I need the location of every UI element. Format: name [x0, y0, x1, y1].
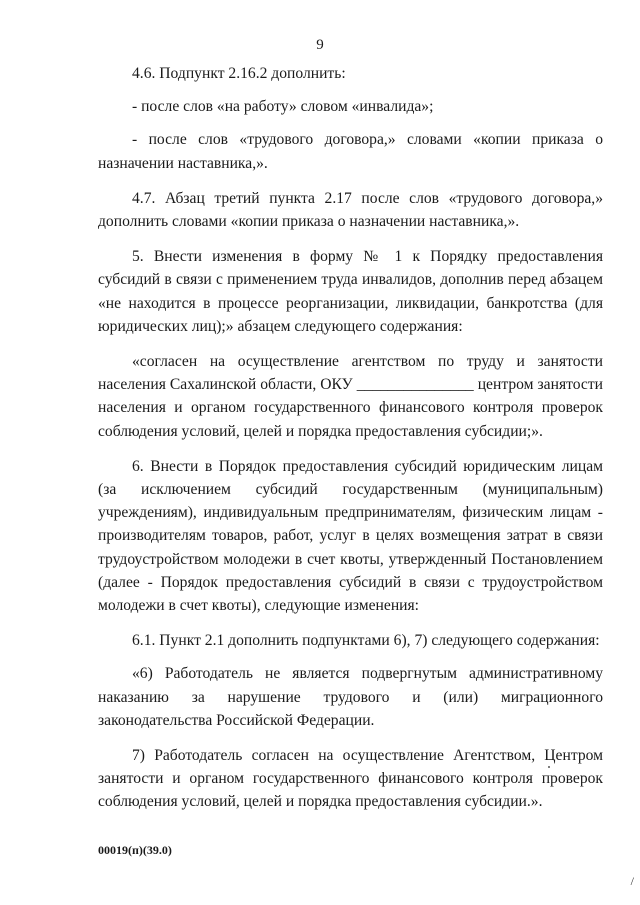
list-item-after-contract: - после слов «трудового договора,» словами «копии приказа о назначении наставника,». [98, 131, 603, 172]
document-body [98, 62, 603, 826]
corner-mark: / [630, 874, 634, 888]
scan-speck [548, 766, 550, 768]
paragraph-subitem-6: «6) Работодатель не является подвергнутым административному наказанию за нарушение трудового и (или) миграционного законодательства Российской Федерации. [98, 665, 603, 729]
paragraph-subitem-7: 7) Работодатель согласен на осуществление Агентством, Центром занятости и органом государственного финансового контроля проверок соблюдения условий, целей и порядка предоставления субсидии.». [98, 747, 603, 811]
paragraph-5: 5. Внести изменения в форму № 1 к Порядку предоставления субсидий в связи с применением труда инвалидов, дополнив перед абзацем «не находится в процессе реорганизации, ликвидации, банкротства (для юридических лиц);» абзацем следующего содержания: [98, 248, 603, 335]
page-number: 9 [316, 37, 324, 53]
paragraph-4-7: 4.7. Абзац третий пункта 2.17 после слов «трудового договора,» дополнить словами «копии приказа о назначении наставника,». [98, 189, 603, 231]
document-code: 00019(п)(39.0) [98, 843, 172, 857]
paragraph-6-1: 6.1. Пункт 2.1 дополнить подпунктами 6), 7) следующего содержания: [132, 632, 600, 650]
list-item-after-work: - после слов «на работу» словом «инвалида»; [132, 98, 434, 116]
paragraph-6: 6. Внести в Порядок предоставления субсидий юридическим лицам (за исключением субсидий государственным (муниципальным) учреждениям), индивидуальным предпринимателям, физическим лицам - производителям товаров, работ, услуг в целях возмещения затрат в связи трудоустройством молодежи в счет квоты, утвержденный Постановлением (далее - Порядок предоставления субсидий в связи с трудоустройством молодежи в счет квоты), следующие изменения: [98, 457, 603, 615]
paragraph-4-6: 4.6. Подпункт 2.16.2 дополнить: [132, 65, 346, 82]
paragraph-consent-quote: «согласен на осуществление агентством по труду и занятости населения Сахалинской области, ОКУ _______________ центром занятости населения и органом государственного финансового контроля проверок соблюдения условий, целей и порядка предоставления субсидии;». [98, 353, 603, 440]
